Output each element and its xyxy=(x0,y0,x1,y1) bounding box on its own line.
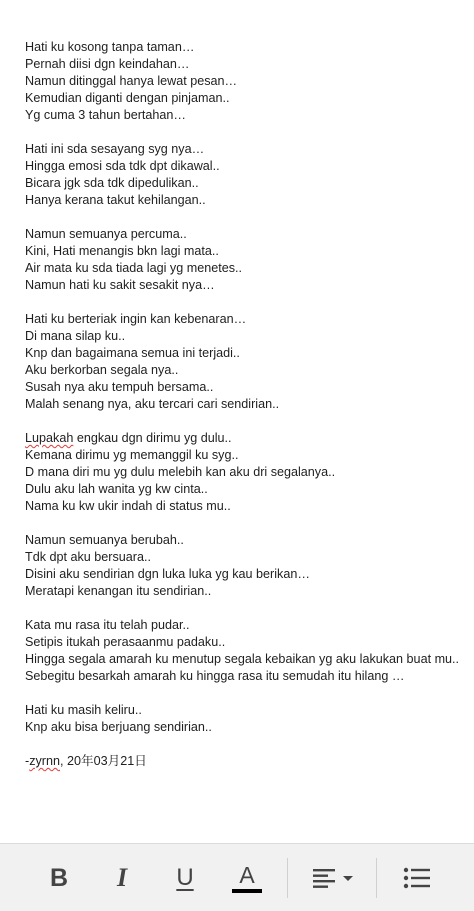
toolbar-divider xyxy=(287,858,288,898)
text-line: Hati ini sda sesayang syg nya… xyxy=(25,142,205,156)
text-line: -zyrnn, 20年03月21日 xyxy=(25,754,147,768)
document-body[interactable] xyxy=(25,39,465,787)
misspelled-word[interactable]: Lupakah xyxy=(25,431,74,445)
text-line: Air mata ku sda tiada lagi yg menetes.. xyxy=(25,261,243,275)
text-line: Kini, Hati menangis bkn lagi mata.. xyxy=(25,244,219,258)
text-line: Meratapi kenangan itu sendirian.. xyxy=(25,584,212,598)
text-line: Knp aku bisa berjuang sendirian.. xyxy=(25,720,212,734)
text-line: Aku berkorban segala nya.. xyxy=(25,363,179,377)
text-line: Hati ku masih keliru.. xyxy=(25,703,142,717)
text-line: Pernah diisi dgn keindahan… xyxy=(25,57,190,71)
chevron-down-icon xyxy=(341,873,355,883)
text-line: Kemudian diganti dengan pinjaman.. xyxy=(25,91,230,105)
text-line: Kata mu rasa itu telah pudar.. xyxy=(25,618,190,632)
text-line: Hati ku kosong tanpa taman… xyxy=(25,40,195,54)
text-line: Susah nya aku tempuh bersama.. xyxy=(25,380,214,394)
italic-button[interactable] xyxy=(101,858,143,898)
text-line: Namun semuanya berubah.. xyxy=(25,533,184,547)
stanza xyxy=(25,226,465,294)
alignment-dropdown-button[interactable] xyxy=(305,858,361,898)
bulleted-list-button[interactable] xyxy=(395,858,439,898)
text-line: Lupakah engkau dgn dirimu yg dulu.. xyxy=(25,431,232,445)
text-line: Sebegitu besarkah amarah ku hingga rasa itu semudah itu hilang … xyxy=(25,669,405,683)
stanza xyxy=(25,141,465,209)
stanza xyxy=(25,532,465,600)
text-line: D mana diri mu yg dulu melebih kan aku dri segalanya.. xyxy=(25,465,336,479)
text-line: Namun hati ku sakit sesakit nya… xyxy=(25,278,215,292)
bold-button[interactable] xyxy=(38,858,80,898)
text-line: Disini aku sendirian dgn luka luka yg kau berikan… xyxy=(25,567,310,581)
stanza xyxy=(25,430,465,515)
text-line: Nama ku kw ukir indah di status mu.. xyxy=(25,499,231,513)
italic-icon: I xyxy=(116,863,128,892)
text-line: Namun ditinggal hanya lewat pesan… xyxy=(25,74,238,88)
stanza xyxy=(25,617,465,685)
underline-icon: U xyxy=(176,864,194,891)
stanza xyxy=(25,753,465,770)
text-color-icon: A xyxy=(239,862,255,888)
text-line: Namun semuanya percuma.. xyxy=(25,227,187,241)
text-line: Malah senang nya, aku tercari cari sendirian.. xyxy=(25,397,280,411)
text-line: Dulu aku lah wanita yg kw cinta.. xyxy=(25,482,208,496)
text-line: Hingga emosi sda tdk dpt dikawal.. xyxy=(25,159,220,173)
text-line: Setipis itukah perasaanmu padaku.. xyxy=(25,635,226,649)
text-color-button[interactable] xyxy=(226,858,268,898)
formatting-toolbar xyxy=(0,843,474,911)
text-line: Hanya kerana takut kehilangan.. xyxy=(25,193,206,207)
align-left-icon xyxy=(312,867,338,889)
stanza xyxy=(25,311,465,413)
text-line: Tdk dpt aku bersuara.. xyxy=(25,550,152,564)
text-line: Hingga segala amarah ku menutup segala kebaikan yg aku lakukan buat mu.. xyxy=(25,652,460,666)
text-line: Bicara jgk sda tdk dipedulikan.. xyxy=(25,176,199,190)
toolbar-divider xyxy=(376,858,377,898)
text-line: Yg cuma 3 tahun bertahan… xyxy=(25,108,187,122)
bold-icon: B xyxy=(49,863,69,892)
bulleted-list-icon xyxy=(403,867,431,889)
underline-button[interactable] xyxy=(164,858,206,898)
stanza xyxy=(25,702,465,736)
text-line: Hati ku berteriak ingin kan kebenaran… xyxy=(25,312,247,326)
text-color-swatch xyxy=(232,889,262,893)
stanza xyxy=(25,39,465,124)
text-line: Di mana silap ku.. xyxy=(25,329,126,343)
text-line: Kemana dirimu yg memanggil ku syg.. xyxy=(25,448,239,462)
misspelled-word[interactable]: zyrnn xyxy=(29,754,60,768)
text-line: Knp dan bagaimana semua ini terjadi.. xyxy=(25,346,240,360)
